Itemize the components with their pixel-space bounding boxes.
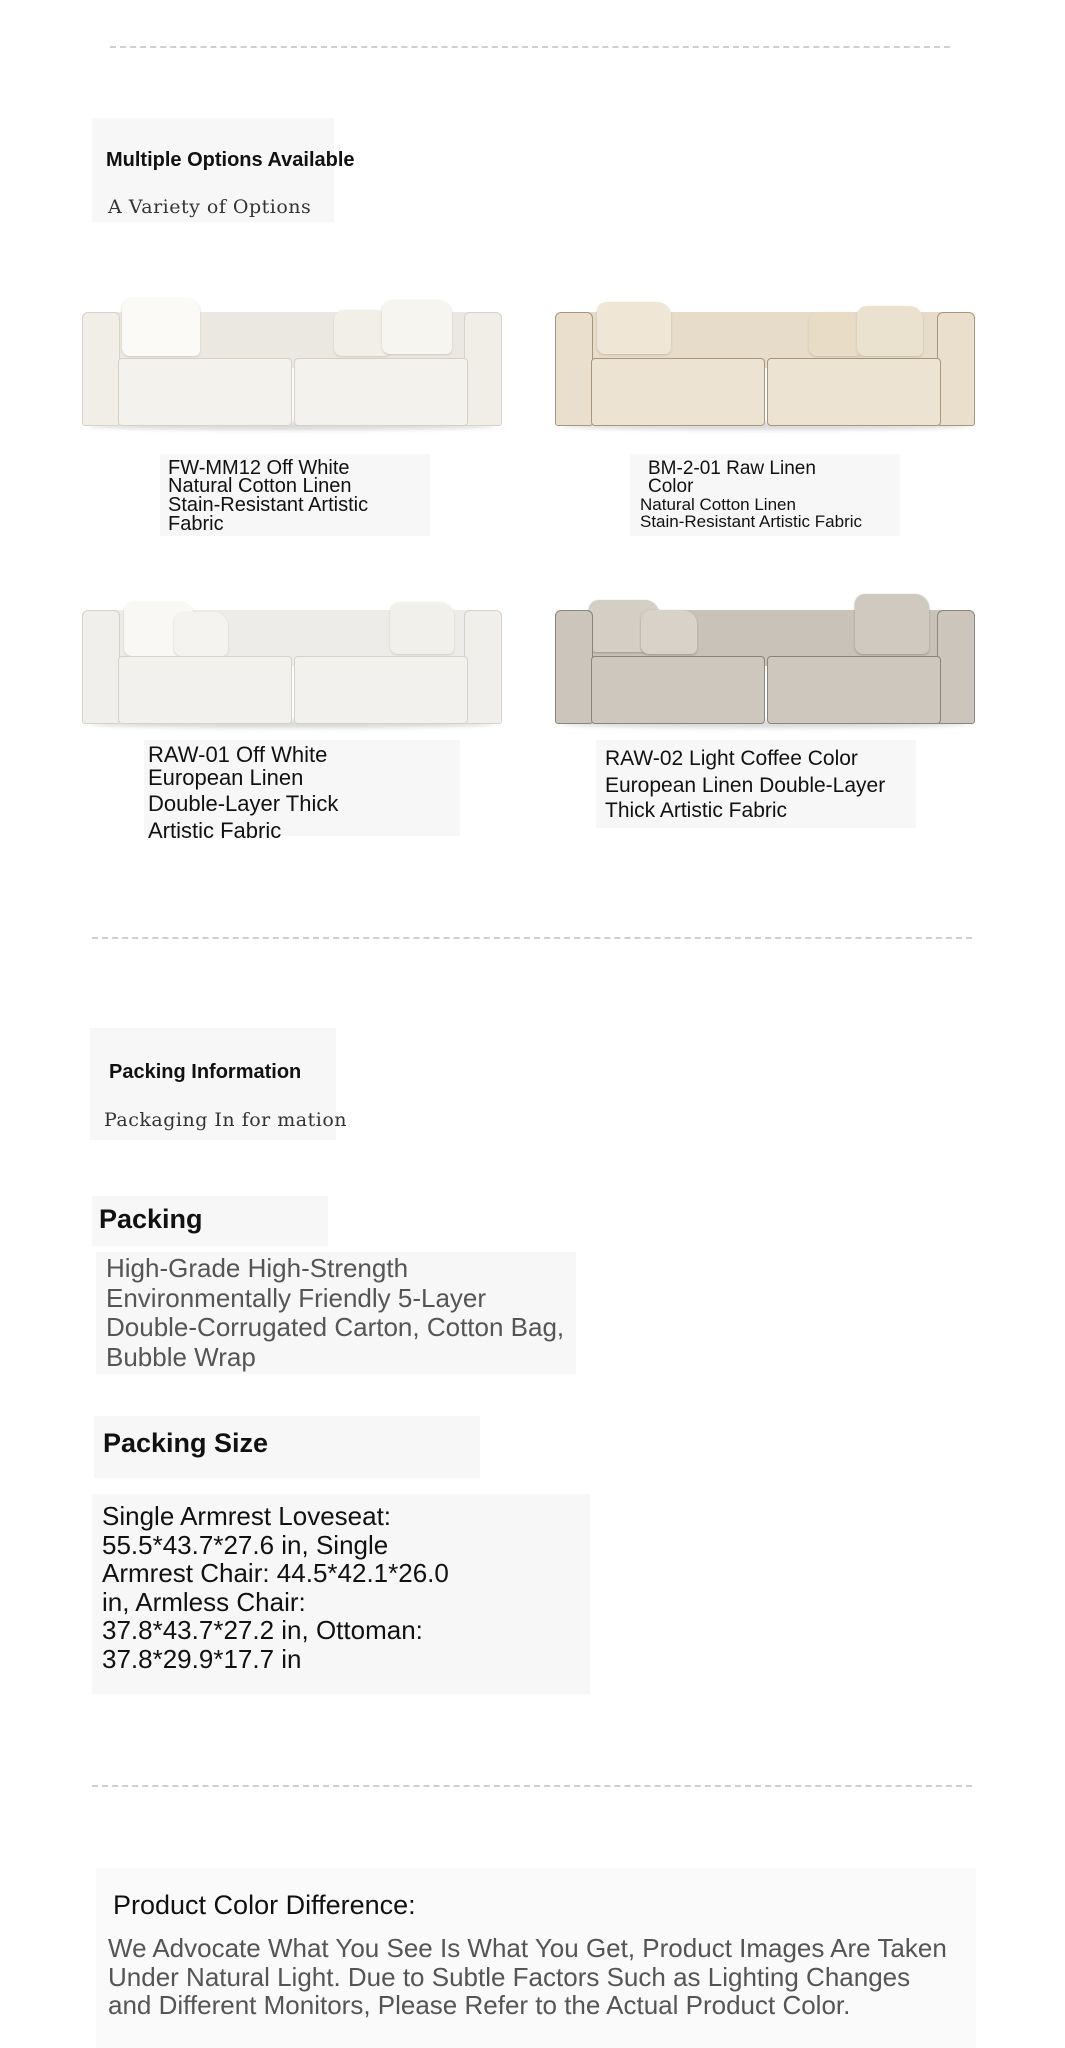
sofa-seat xyxy=(118,656,292,724)
sofa-pillow xyxy=(122,298,200,356)
sofa-seat xyxy=(294,358,468,426)
sofa-arm xyxy=(82,312,120,426)
sofa-arm xyxy=(555,312,593,426)
sofa-arm xyxy=(464,312,502,426)
sofa-arm xyxy=(82,610,120,724)
option-caption-raw-01-title: RAW-01 Off White xyxy=(148,742,328,767)
sofa-arm xyxy=(464,610,502,724)
option-caption-fw-mm12-title: FW-MM12 Off White xyxy=(168,457,350,479)
packing-info-subtitle: Packaging In for mation xyxy=(104,1109,348,1131)
section-divider xyxy=(92,1785,972,1787)
packing-heading: Packing xyxy=(99,1204,203,1234)
color-difference-heading: Product Color Difference: xyxy=(113,1890,416,1920)
option-caption-raw-01-details: European Linen Double-Layer Thick Artistic Fabric xyxy=(148,765,339,843)
option-caption-bm-2-01-title: BM-2-01 Raw Linen Color xyxy=(648,458,816,498)
sofa-seat xyxy=(591,358,765,426)
sofa-pillow xyxy=(597,302,671,354)
sofa-image-fw-mm12 xyxy=(82,292,502,442)
packing-description: High-Grade High-Strength Environmentally Friendly 5-Layer Double-Corrugated Carton, Cotton Bag, Bubble Wrap xyxy=(106,1253,565,1372)
sofa-pillow xyxy=(382,300,452,354)
sofa-pillow xyxy=(390,602,454,654)
sofa-pillow xyxy=(641,610,697,654)
option-caption-fw-mm12-details: Natural Cotton Linen Stain-Resistant Artistic Fabric xyxy=(168,475,369,535)
option-caption-bm-2-01-details: Natural Cotton Linen Stain-Resistant Artistic Fabric xyxy=(640,495,863,531)
sofa-seat xyxy=(591,656,765,724)
sofa-image-raw-02 xyxy=(555,590,975,740)
sofa-image-bm-2-01 xyxy=(555,292,975,442)
sofa-arm xyxy=(555,610,593,724)
sofa-image-raw-01 xyxy=(82,590,502,740)
packing-info-title: Packing Information xyxy=(109,1061,302,1083)
sofa-arm xyxy=(937,610,975,724)
packing-size-heading: Packing Size xyxy=(103,1428,269,1458)
color-difference-description: We Advocate What You See Is What You Get, Product Images Are Taken Under Natural Light. Due to Subtle Factors Such as Lighting Changes and Different Monitors, Please Refer to the Actual Product Color. xyxy=(108,1933,947,2021)
options-subtitle: A Variety of Options xyxy=(108,196,312,218)
sofa-seat xyxy=(767,358,941,426)
option-caption-raw-02-title: RAW-02 Light Coffee Color xyxy=(605,747,858,770)
sofa-pillow xyxy=(857,306,923,356)
sofa-seat xyxy=(118,358,292,426)
sofa-seat xyxy=(294,656,468,724)
section-divider xyxy=(92,937,972,939)
sofa-pillow xyxy=(174,612,228,656)
option-caption-raw-02-details: European Linen Double-Layer Thick Artistic Fabric xyxy=(605,774,886,823)
packing-size-description: Single Armrest Loveseat: 55.5*43.7*27.6 in, Single Armrest Chair: 44.5*42.1*26.0 in, Armless Chair: 37.8*43.7*27.2 in, Ottoman: 37.8*29.9*17.7 in xyxy=(102,1501,449,1674)
sofa-arm xyxy=(937,312,975,426)
sofa-seat xyxy=(767,656,941,724)
sofa-pillow xyxy=(855,594,929,654)
top-divider xyxy=(110,46,950,48)
sofa-pillow xyxy=(809,312,863,356)
options-title: Multiple Options Available xyxy=(106,149,355,171)
